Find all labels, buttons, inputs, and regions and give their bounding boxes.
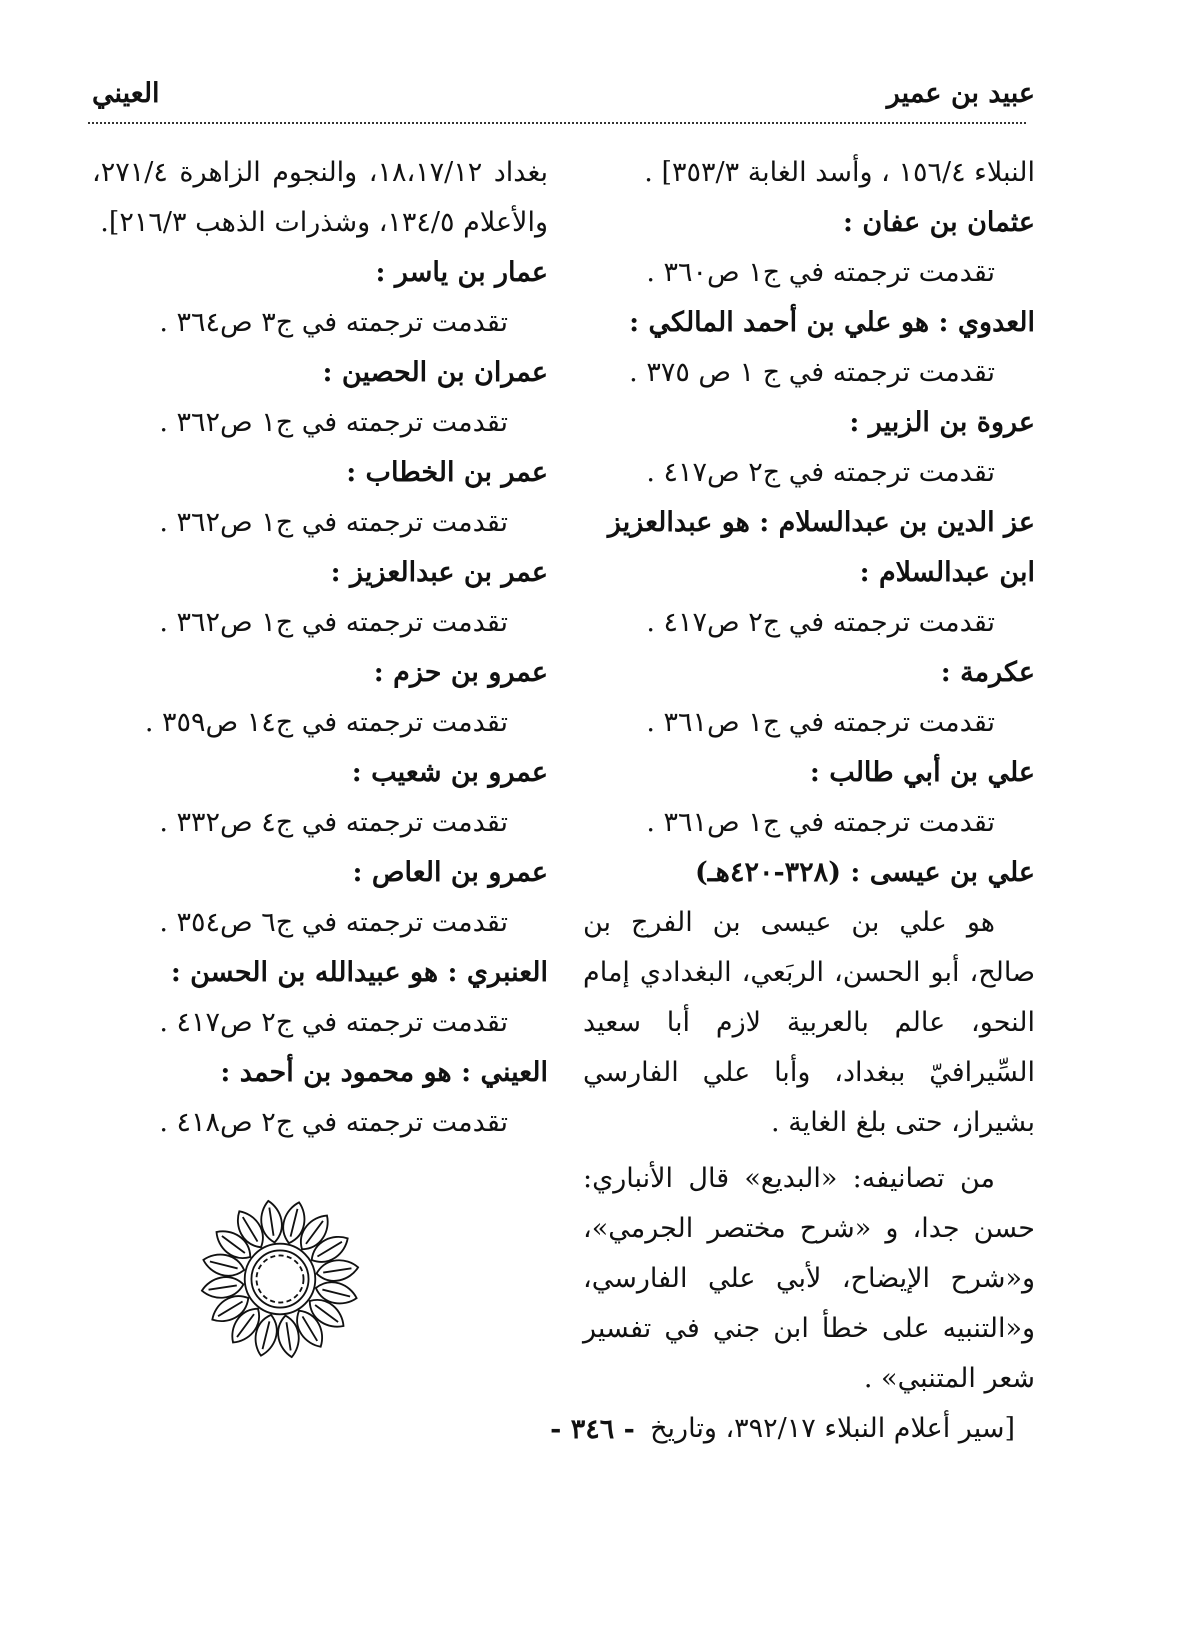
entry-heading: عمرو بن شعيب :: [351, 757, 548, 788]
entry-reference: تقدمت ترجمته في ج ١ ص ٣٧٥ .: [629, 357, 995, 388]
entry-heading: عز الدين بن عبدالسلام : هو عبدالعزيز: [607, 507, 1035, 538]
entry-reference: تقدمت ترجمته في ج١ ص٣٦٢ .: [159, 607, 508, 638]
ornament-petal: [304, 1293, 350, 1334]
entry-reference: تقدمت ترجمته في ج٦ ص٣٥٤ .: [159, 907, 508, 938]
biography-paragraph: هو علي بن عيسى بن الفرج بن صالح، أبو الحسن، الربَعي، البغدادي إمام النحو، عالم بالعربية لازم أبا سعيد السِّيرافيّ ببغداد، وأبا علي الفارسي بشيراز، حتى بلغ الغاية .: [583, 907, 1035, 1138]
right-column: [583, 148, 1035, 1454]
entry-heading: عمار بن ياسر :: [375, 257, 548, 288]
ornament-petal: [313, 1278, 359, 1308]
left-column: [92, 148, 548, 1148]
entry-heading: عمرو بن العاص :: [352, 857, 548, 888]
entry-heading: عمر بن الخطاب :: [346, 457, 548, 488]
running-header-left: العيني: [92, 78, 160, 109]
entry-reference: تقدمت ترجمته في ج٣ ص٣٦٤ .: [159, 307, 508, 338]
entry-heading: عثمان بن عفان :: [843, 207, 1035, 238]
ornament-petal: [211, 1224, 257, 1265]
entry-heading: عروة بن الزبير :: [849, 407, 1035, 438]
ornament-petal: [294, 1210, 335, 1256]
entry-reference: تقدمت ترجمته في ج٤ ص٣٣٢ .: [159, 807, 508, 838]
entry-reference: تقدمت ترجمته في ج١ ص٣٦٢ .: [159, 507, 508, 538]
entry-reference: تقدمت ترجمته في ج١ ص٣٦٢ .: [159, 407, 508, 438]
entry-reference: تقدمت ترجمته في ج١ ص٣٦٠ .: [646, 257, 995, 288]
entry-heading: عمرو بن حزم :: [373, 657, 548, 688]
header-divider: [88, 122, 1026, 124]
entry-heading: عكرمة :: [940, 657, 1035, 688]
entry-heading: علي بن عيسى : (٣٢٨-٤٢٠هـ): [695, 857, 1035, 888]
ornament-petal: [251, 1312, 281, 1358]
entry-reference: تقدمت ترجمته في ج١ ص٣٦١ .: [646, 807, 995, 838]
ornament-petal: [201, 1250, 247, 1280]
entry-reference: تقدمت ترجمته في ج١٤ ص٣٥٩ .: [144, 707, 508, 738]
page-number: - ٣٤٦ -: [550, 1414, 635, 1445]
entry-heading: علي بن أبي طالب :: [809, 757, 1035, 788]
running-header-right: عبيد بن عمير: [886, 78, 1035, 109]
entry-reference: تقدمت ترجمته في ج٢ ص٤١٨ .: [159, 1107, 508, 1138]
entry-reference: تقدمت ترجمته في ج١ ص٣٦١ .: [646, 707, 995, 738]
entry-heading: عمر بن عبدالعزيز :: [330, 557, 548, 588]
ornament-petal: [225, 1303, 266, 1349]
ornament-petal: [279, 1200, 309, 1246]
works-paragraph: من تصانيفه: «البديع» قال الأنباري: حسن جدا، و «شرح مختصر الجرمي»، و«شرح الإيضاح، لأبي علي الفارسي، و«التنبيه على خطأ ابن جني في تفسير شعر المتنبي» .: [583, 1163, 1035, 1394]
entry-heading: ابن عبدالسلام :: [859, 557, 1035, 588]
entry-reference: تقدمت ترجمته في ج٢ ص٤١٧ .: [646, 457, 995, 488]
entry-heading: العيني : هو محمود بن أحمد :: [220, 1057, 548, 1088]
entry-heading: العنبري : هو عبيدالله بن الحسن :: [170, 957, 548, 988]
entry-reference: تقدمت ترجمته في ج٢ ص٤١٧ .: [159, 1007, 508, 1038]
entry-heading: العدوي : هو علي بن أحمد المالكي :: [629, 307, 1035, 338]
text-line: النبلاء ١٥٦/٤ ، وأسد الغابة ٣٥٣/٣] .: [644, 157, 1035, 188]
sources-continued: بغداد ١٨،١٧/١٢، والنجوم الزاهرة ٢٧١/٤، والأعلام ١٣٤/٥، وشذرات الذهب ٢١٦/٣].: [92, 157, 548, 238]
entry-reference: تقدمت ترجمته في ج٢ ص٤١٧ .: [646, 607, 995, 638]
sources-line: [سير أعلام النبلاء ٣٩٢/١٧، وتاريخ: [650, 1413, 1015, 1444]
ornament-icon: [196, 1195, 364, 1363]
entry-heading: عمران بن الحصين :: [322, 357, 548, 388]
